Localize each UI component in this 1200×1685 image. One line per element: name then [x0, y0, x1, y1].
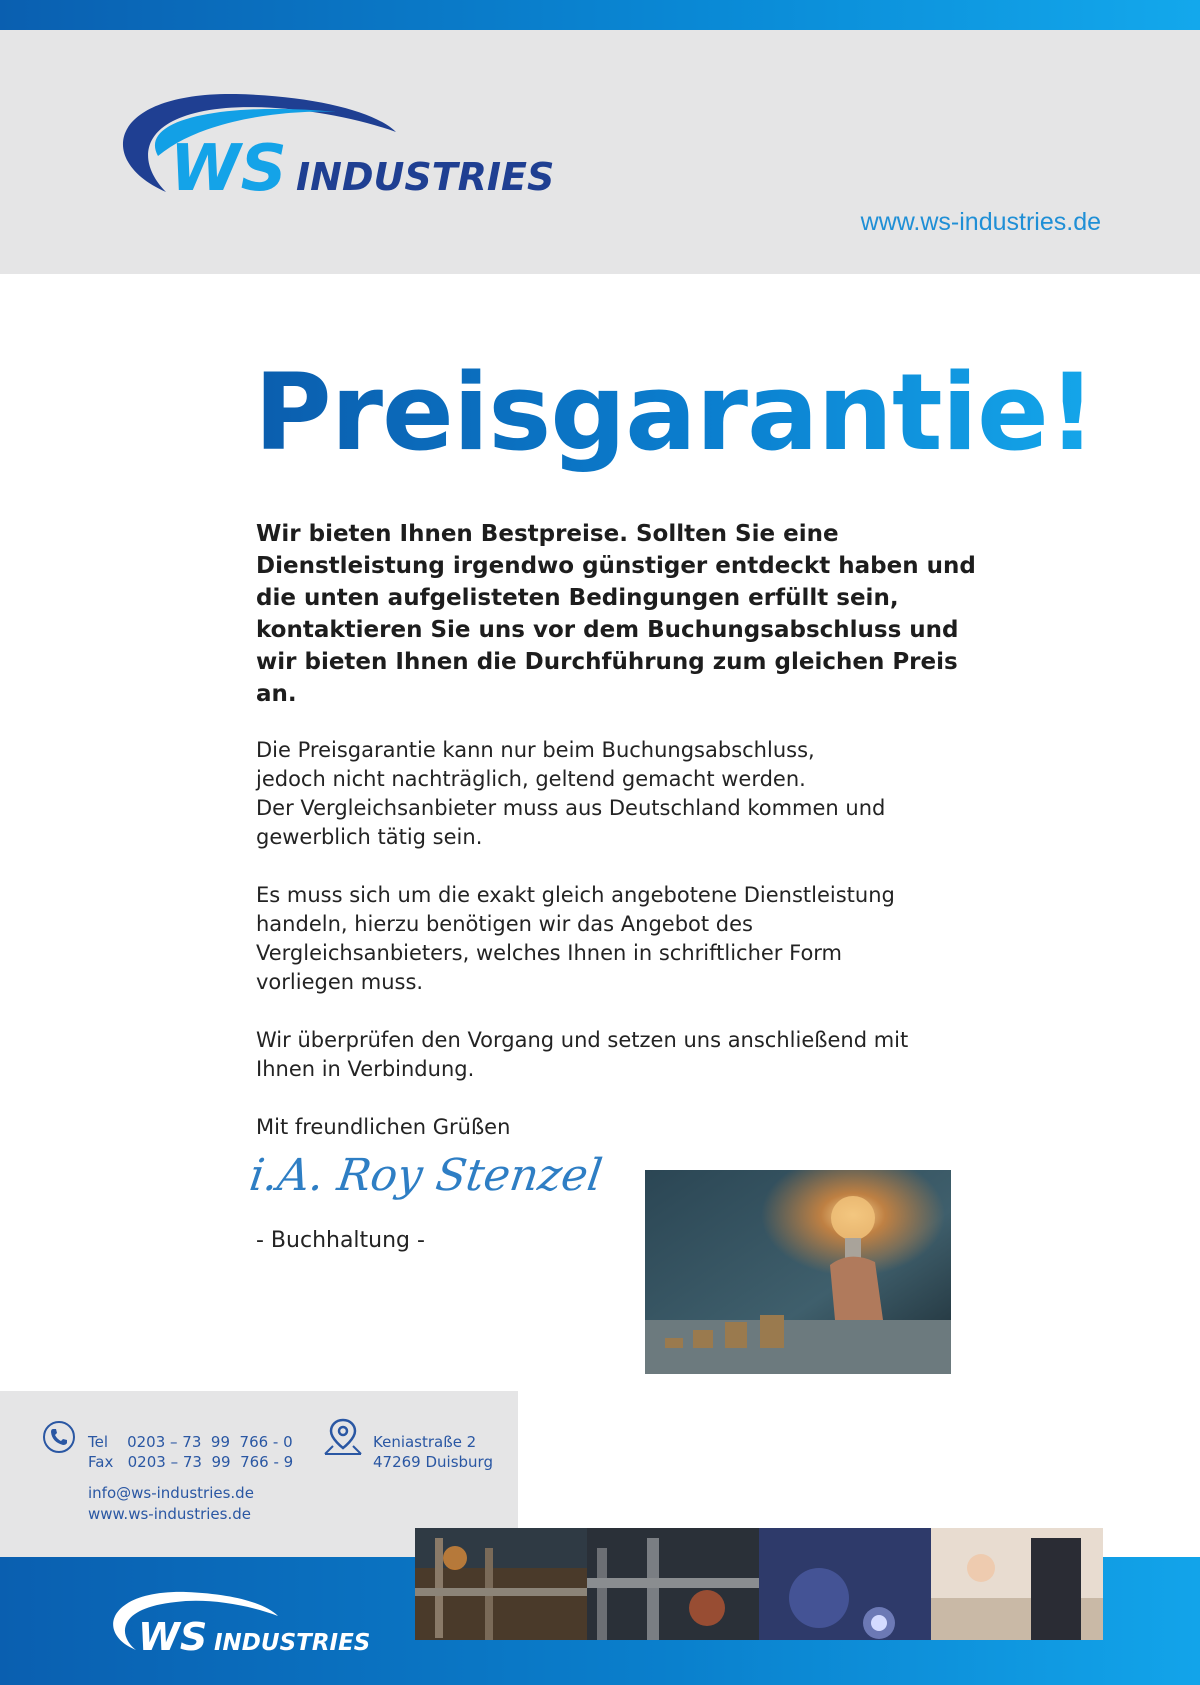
top-accent-bar [0, 0, 1200, 30]
svg-text:WS: WS [138, 1615, 208, 1659]
text-line: Der Vergleichsanbieter muss aus Deutschland kommen und [256, 796, 886, 820]
svg-text:WS: WS [170, 132, 287, 206]
text-line: jedoch nicht nachträglich, geltend gemacht werden. [256, 767, 806, 791]
map-pin-icon [322, 1418, 364, 1458]
letterhead-header [0, 30, 1200, 274]
phone-icon [42, 1420, 76, 1454]
lightbulb-coins-photo [645, 1170, 951, 1374]
conditions-paragraph-1 [256, 736, 986, 852]
refinery-photo [587, 1528, 759, 1640]
industry-photo-strip [415, 1528, 1103, 1640]
text-line: vorliegen muss. [256, 970, 424, 994]
fax-number: Fax 0203 – 73 99 766 - 9 [88, 1453, 294, 1471]
text-line: Vergleichsanbieters, welches Ihnen in schriftlicher Form [256, 941, 843, 965]
page-title: Preisgarantie! [254, 351, 1096, 474]
header-website-link[interactable]: www.ws-industries.de [860, 208, 1101, 236]
ws-industries-logo [96, 72, 576, 212]
department-label: - Buchhaltung - [256, 1228, 425, 1253]
text-line: Es muss sich um die exakt gleich angebotene Dienstleistung [256, 883, 895, 907]
lead-paragraph: Wir bieten Ihnen Bestpreise. Sollten Sie eine Dienstleistung irgendwo günstiger entdeckt haben und die unten aufgelisteten Bedingungen erfüllt sein, kontaktieren Sie uns vor dem Buchungsabschluss und wir bieten Ihnen die Durchführung zum gleichen Preis an. [256, 521, 976, 707]
text-line: Ihnen in Verbindung. [256, 1057, 475, 1081]
text-line: Wir überprüfen den Vorgang und setzen uns anschließend mit [256, 1028, 909, 1052]
pipes-photo [415, 1528, 587, 1640]
website-link[interactable]: www.ws-industries.de [88, 1505, 251, 1523]
welding-photo [759, 1528, 931, 1640]
svg-text:INDUSTRIES: INDUSTRIES [296, 155, 555, 199]
address-city: 47269 Duisburg [373, 1453, 493, 1471]
conditions-paragraph-2 [256, 881, 986, 997]
phone-number[interactable]: Tel 0203 – 73 99 766 - 0 [88, 1433, 293, 1451]
svg-text:INDUSTRIES: INDUSTRIES [214, 1630, 371, 1656]
ws-industries-logo-footer [96, 1580, 376, 1660]
text-line: Mit freundlichen Grüßen [256, 1115, 511, 1139]
text-line: handeln, hierzu benötigen wir das Angebot des [256, 912, 753, 936]
review-paragraph [256, 1026, 986, 1084]
businessman-photo [931, 1528, 1103, 1640]
handwritten-signature: i.A. Roy Stenzel [246, 1150, 606, 1201]
closing-greeting [256, 1113, 986, 1142]
letter-body [256, 518, 986, 1171]
email-link[interactable]: info@ws-industries.de [88, 1484, 254, 1502]
address-street: Keniastraße 2 [373, 1433, 477, 1451]
text-line: gewerblich tätig sein. [256, 825, 483, 849]
text-line: Die Preisgarantie kann nur beim Buchungsabschluss, [256, 738, 815, 762]
